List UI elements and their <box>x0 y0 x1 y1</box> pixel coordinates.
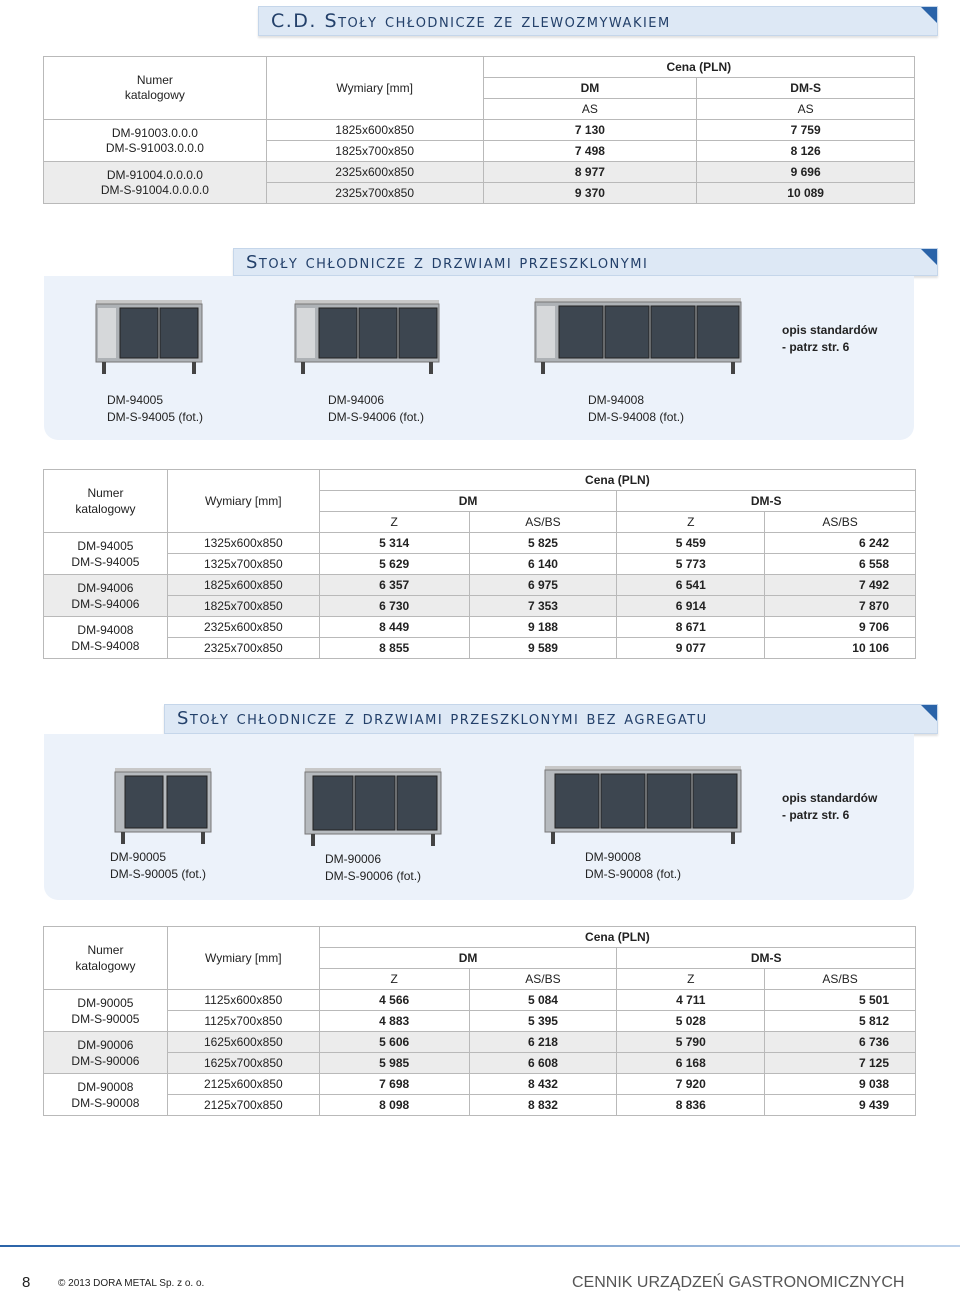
price-table-glass-doors <box>43 469 916 659</box>
price-cell: 6 608 <box>469 1053 617 1074</box>
product-image-dm-94006 <box>293 296 441 380</box>
price-cell: 6 541 <box>617 575 765 596</box>
price-table-no-aggregate <box>43 926 916 1116</box>
col-header-dms: DM-S <box>617 948 916 969</box>
product-image-dm-90005 <box>113 766 213 848</box>
price-cell: 7 130 <box>483 120 697 141</box>
col-sub-asbs: AS/BS <box>469 512 617 533</box>
dims-cell: 1825x700x850 <box>266 141 483 162</box>
price-cell: 9 706 <box>765 617 916 638</box>
standards-note: opis standardów - patrz str. 6 <box>782 323 878 354</box>
price-cell: 6 558 <box>765 554 916 575</box>
catalog-cell: DM-90005 DM-S-90005 <box>44 990 168 1032</box>
price-cell: 5 028 <box>617 1011 765 1032</box>
col-header-cena: Cena (PLN) <box>483 57 914 78</box>
caption-dm-90006: DM-90006 DM-S-90006 (fot.) <box>325 852 422 883</box>
section-title: Stoły chłodnicze z drzwiami przeszklonymi bez agregatu <box>177 708 708 729</box>
table-row <box>44 1074 916 1095</box>
price-cell: 6 140 <box>469 554 617 575</box>
price-table-sink <box>43 56 915 204</box>
col-header-dm: DM <box>483 78 697 99</box>
table-row <box>44 617 916 638</box>
price-cell: 8 449 <box>319 617 469 638</box>
catalog-cell: DM-91003.0.0.0 DM-S-91003.0.0.0 <box>44 120 267 162</box>
col-header-dm: DM <box>319 491 617 512</box>
price-cell: 7 759 <box>697 120 915 141</box>
caption-dm-90005: DM-90005 DM-S-90005 (fot.) <box>110 850 207 881</box>
col-header-dm: DM <box>319 948 617 969</box>
table-row <box>44 1011 916 1032</box>
dims-cell: 1625x700x850 <box>167 1053 319 1074</box>
price-cell: 5 606 <box>319 1032 469 1053</box>
catalog-cell: DM-90008 DM-S-90008 <box>44 1074 168 1116</box>
price-cell: 8 977 <box>483 162 697 183</box>
dims-cell: 2325x600x850 <box>167 617 319 638</box>
price-cell: 9 077 <box>617 638 765 659</box>
table-row <box>44 1095 916 1116</box>
standards-note: opis standardów - patrz str. 6 <box>782 791 878 822</box>
caption-dm-90008: DM-90008 DM-S-90008 (fot.) <box>585 850 682 881</box>
dims-cell: 1325x600x850 <box>167 533 319 554</box>
price-cell: 9 038 <box>765 1074 916 1095</box>
price-cell: 5 773 <box>617 554 765 575</box>
section-banner-no-aggregate <box>164 704 938 734</box>
table-row <box>44 1032 916 1053</box>
col-sub-z: Z <box>617 512 765 533</box>
catalog-cell: DM-94005 DM-S-94005 <box>44 533 168 575</box>
price-cell: 8 855 <box>319 638 469 659</box>
col-sub-z: Z <box>319 512 469 533</box>
price-cell: 9 589 <box>469 638 617 659</box>
dims-cell: 2325x700x850 <box>167 638 319 659</box>
banner-corner <box>921 249 937 265</box>
col-header-numer: Numer katalogowy <box>44 927 168 990</box>
dims-cell: 1825x600x850 <box>266 120 483 141</box>
price-cell: 9 188 <box>469 617 617 638</box>
banner-corner <box>921 705 937 721</box>
price-cell: 9 439 <box>765 1095 916 1116</box>
caption-dm-94005: DM-94005 DM-S-94005 (fot.) <box>107 393 204 424</box>
col-header-dms: DM-S <box>617 491 916 512</box>
col-header-wymiary: Wymiary [mm] <box>266 57 483 120</box>
col-header-cena: Cena (PLN) <box>319 927 915 948</box>
price-cell: 5 825 <box>469 533 617 554</box>
table-row <box>44 120 915 141</box>
price-cell: 5 790 <box>617 1032 765 1053</box>
footer-accent-bar <box>0 1245 960 1247</box>
dims-cell: 1325x700x850 <box>167 554 319 575</box>
footer-page-number: 8 <box>22 1274 31 1291</box>
price-cell: 8 098 <box>319 1095 469 1116</box>
dims-cell: 2325x700x850 <box>266 183 483 204</box>
price-cell: 6 736 <box>765 1032 916 1053</box>
header-banner <box>258 6 938 36</box>
table-row <box>44 638 916 659</box>
price-cell: 6 975 <box>469 575 617 596</box>
price-cell: 8 432 <box>469 1074 617 1095</box>
table-row <box>44 1053 916 1074</box>
price-cell: 5 084 <box>469 990 617 1011</box>
price-cell: 9 370 <box>483 183 697 204</box>
col-sub-z: Z <box>617 969 765 990</box>
table-row <box>44 596 916 617</box>
price-cell: 6 168 <box>617 1053 765 1074</box>
product-image-dm-94005 <box>94 296 204 380</box>
col-header-wymiary: Wymiary [mm] <box>167 927 319 990</box>
price-cell: 6 914 <box>617 596 765 617</box>
table-row <box>44 575 916 596</box>
footer-title: CENNIK URZĄDZEŃ GASTRONOMICZNYCH <box>572 1274 905 1291</box>
table-row <box>44 990 916 1011</box>
price-cell: 10 089 <box>697 183 915 204</box>
product-image-dm-90006 <box>303 766 443 850</box>
price-cell: 7 920 <box>617 1074 765 1095</box>
dims-cell: 1825x600x850 <box>167 575 319 596</box>
price-cell: 6 242 <box>765 533 916 554</box>
dims-cell: 2325x600x850 <box>266 162 483 183</box>
price-cell: 7 492 <box>765 575 916 596</box>
price-cell: 7 353 <box>469 596 617 617</box>
price-cell: 6 730 <box>319 596 469 617</box>
col-header-cena: Cena (PLN) <box>319 470 915 491</box>
price-cell: 8 836 <box>617 1095 765 1116</box>
price-cell: 5 501 <box>765 990 916 1011</box>
col-header-numer: Numer katalogowy <box>44 470 168 533</box>
table-row <box>44 533 916 554</box>
dims-cell: 1125x600x850 <box>167 990 319 1011</box>
price-cell: 8 832 <box>469 1095 617 1116</box>
dims-cell: 1825x700x850 <box>167 596 319 617</box>
price-cell: 5 459 <box>617 533 765 554</box>
price-cell: 4 883 <box>319 1011 469 1032</box>
page-title: C.D. Stoły chłodnicze ze zlewozmywakiem <box>271 10 671 32</box>
price-cell: 4 711 <box>617 990 765 1011</box>
price-cell: 5 314 <box>319 533 469 554</box>
price-cell: 5 629 <box>319 554 469 575</box>
price-cell: 6 357 <box>319 575 469 596</box>
col-sub-z: Z <box>319 969 469 990</box>
price-cell: 7 498 <box>483 141 697 162</box>
catalog-cell: DM-94008 DM-S-94008 <box>44 617 168 659</box>
col-header-numer: Numer katalogowy <box>44 57 267 120</box>
price-cell: 10 106 <box>765 638 916 659</box>
col-header-wymiary: Wymiary [mm] <box>167 470 319 533</box>
price-cell: 5 395 <box>469 1011 617 1032</box>
col-header-dms: DM-S <box>697 78 915 99</box>
col-sub-as: AS <box>483 99 697 120</box>
catalog-cell: DM-90006 DM-S-90006 <box>44 1032 168 1074</box>
col-sub-asbs: AS/BS <box>765 512 916 533</box>
table-row <box>44 162 915 183</box>
price-cell: 8 671 <box>617 617 765 638</box>
col-sub-asbs: AS/BS <box>469 969 617 990</box>
price-cell: 4 566 <box>319 990 469 1011</box>
price-cell: 8 126 <box>697 141 915 162</box>
col-sub-as: AS <box>697 99 915 120</box>
dims-cell: 2125x700x850 <box>167 1095 319 1116</box>
dims-cell: 1125x700x850 <box>167 1011 319 1032</box>
price-cell: 5 985 <box>319 1053 469 1074</box>
dims-cell: 2125x600x850 <box>167 1074 319 1095</box>
price-cell: 7 698 <box>319 1074 469 1095</box>
price-cell: 7 125 <box>765 1053 916 1074</box>
price-cell: 7 870 <box>765 596 916 617</box>
section-banner-glass-doors <box>233 248 938 276</box>
catalog-cell: DM-91004.0.0.0.0 DM-S-91004.0.0.0.0 <box>44 162 267 204</box>
caption-dm-94008: DM-94008 DM-S-94008 (fot.) <box>588 393 685 424</box>
dims-cell: 1625x600x850 <box>167 1032 319 1053</box>
footer-copyright: © 2013 DORA METAL Sp. z o. o. <box>58 1278 205 1289</box>
caption-dm-94006: DM-94006 DM-S-94006 (fot.) <box>328 393 425 424</box>
catalog-cell: DM-94006 DM-S-94006 <box>44 575 168 617</box>
col-sub-asbs: AS/BS <box>765 969 916 990</box>
price-cell: 6 218 <box>469 1032 617 1053</box>
product-image-dm-94008 <box>533 294 743 380</box>
section-title: Stoły chłodnicze z drzwiami przeszklonymi <box>246 252 649 273</box>
banner-corner <box>921 7 937 23</box>
table-row <box>44 554 916 575</box>
product-image-dm-90008 <box>543 764 743 848</box>
price-cell: 5 812 <box>765 1011 916 1032</box>
price-cell: 9 696 <box>697 162 915 183</box>
